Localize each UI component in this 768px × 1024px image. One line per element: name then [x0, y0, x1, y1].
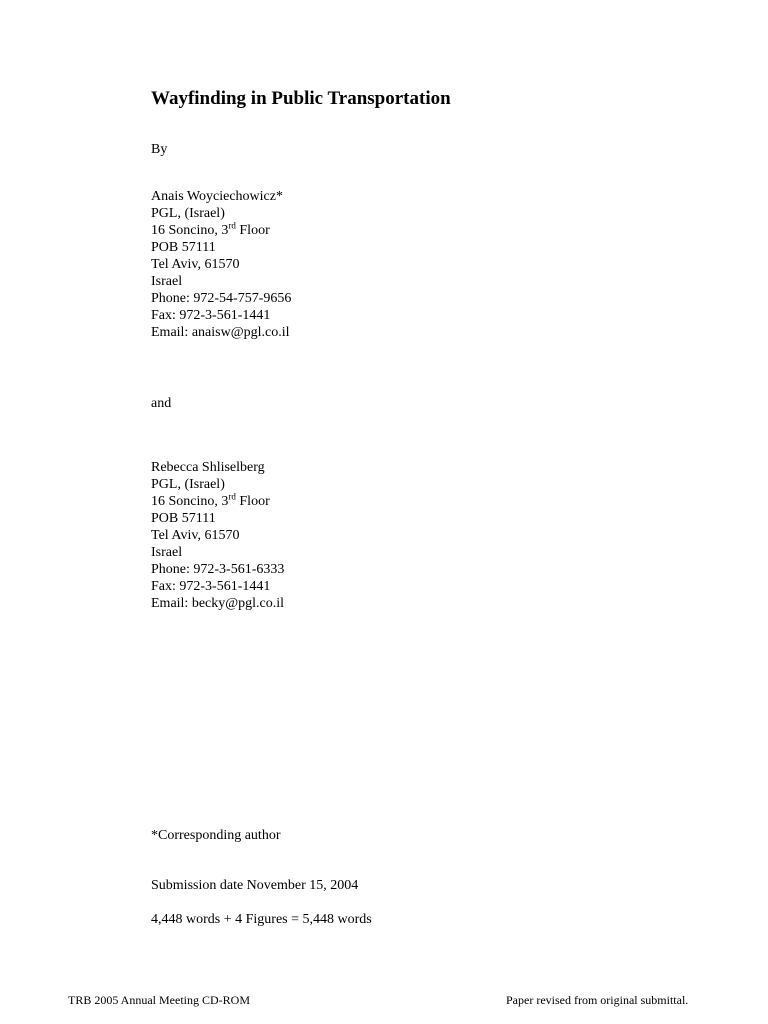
author-fax: Fax: 972-3-561-1441: [151, 308, 271, 323]
submission-date: Submission date November 15, 2004: [151, 878, 359, 893]
author-email: Email: anaisw@pgl.co.il: [151, 325, 290, 340]
author-block-2: [151, 459, 284, 612]
and-label: and: [151, 396, 172, 411]
corresponding-author-note: *Corresponding author: [151, 828, 281, 843]
author-fax: Fax: 972-3-561-1441: [151, 579, 271, 594]
word-count: 4,448 words + 4 Figures = 5,448 words: [151, 912, 372, 927]
author-email: Email: becky@pgl.co.il: [151, 596, 285, 611]
author-phone: Phone: 972-3-561-6333: [151, 562, 285, 577]
author-country: Israel: [151, 274, 183, 289]
author-phone: Phone: 972-54-757-9656: [151, 291, 292, 306]
by-label: By: [151, 142, 168, 157]
author-name: Rebecca Shliselberg: [151, 460, 265, 475]
author-pob: POB 57111: [151, 511, 216, 526]
footer-left: TRB 2005 Annual Meeting CD-ROM: [68, 993, 250, 1007]
author-city: Tel Aviv, 61570: [151, 528, 240, 543]
author-city: Tel Aviv, 61570: [151, 257, 240, 272]
author-block-1: [151, 188, 291, 341]
author-street: 16 Soncino, 3rd Floor: [151, 491, 270, 509]
author-street: 16 Soncino, 3rd Floor: [151, 220, 270, 238]
author-name: Anais Woyciechowicz*: [151, 189, 283, 204]
author-pob: POB 57111: [151, 240, 216, 255]
author-org: PGL, (Israel): [151, 477, 225, 492]
footer-right: Paper revised from original submittal.: [506, 993, 689, 1007]
author-country: Israel: [151, 545, 183, 560]
author-org: PGL, (Israel): [151, 206, 225, 221]
paper-title: Wayfinding in Public Transportation: [151, 88, 451, 109]
